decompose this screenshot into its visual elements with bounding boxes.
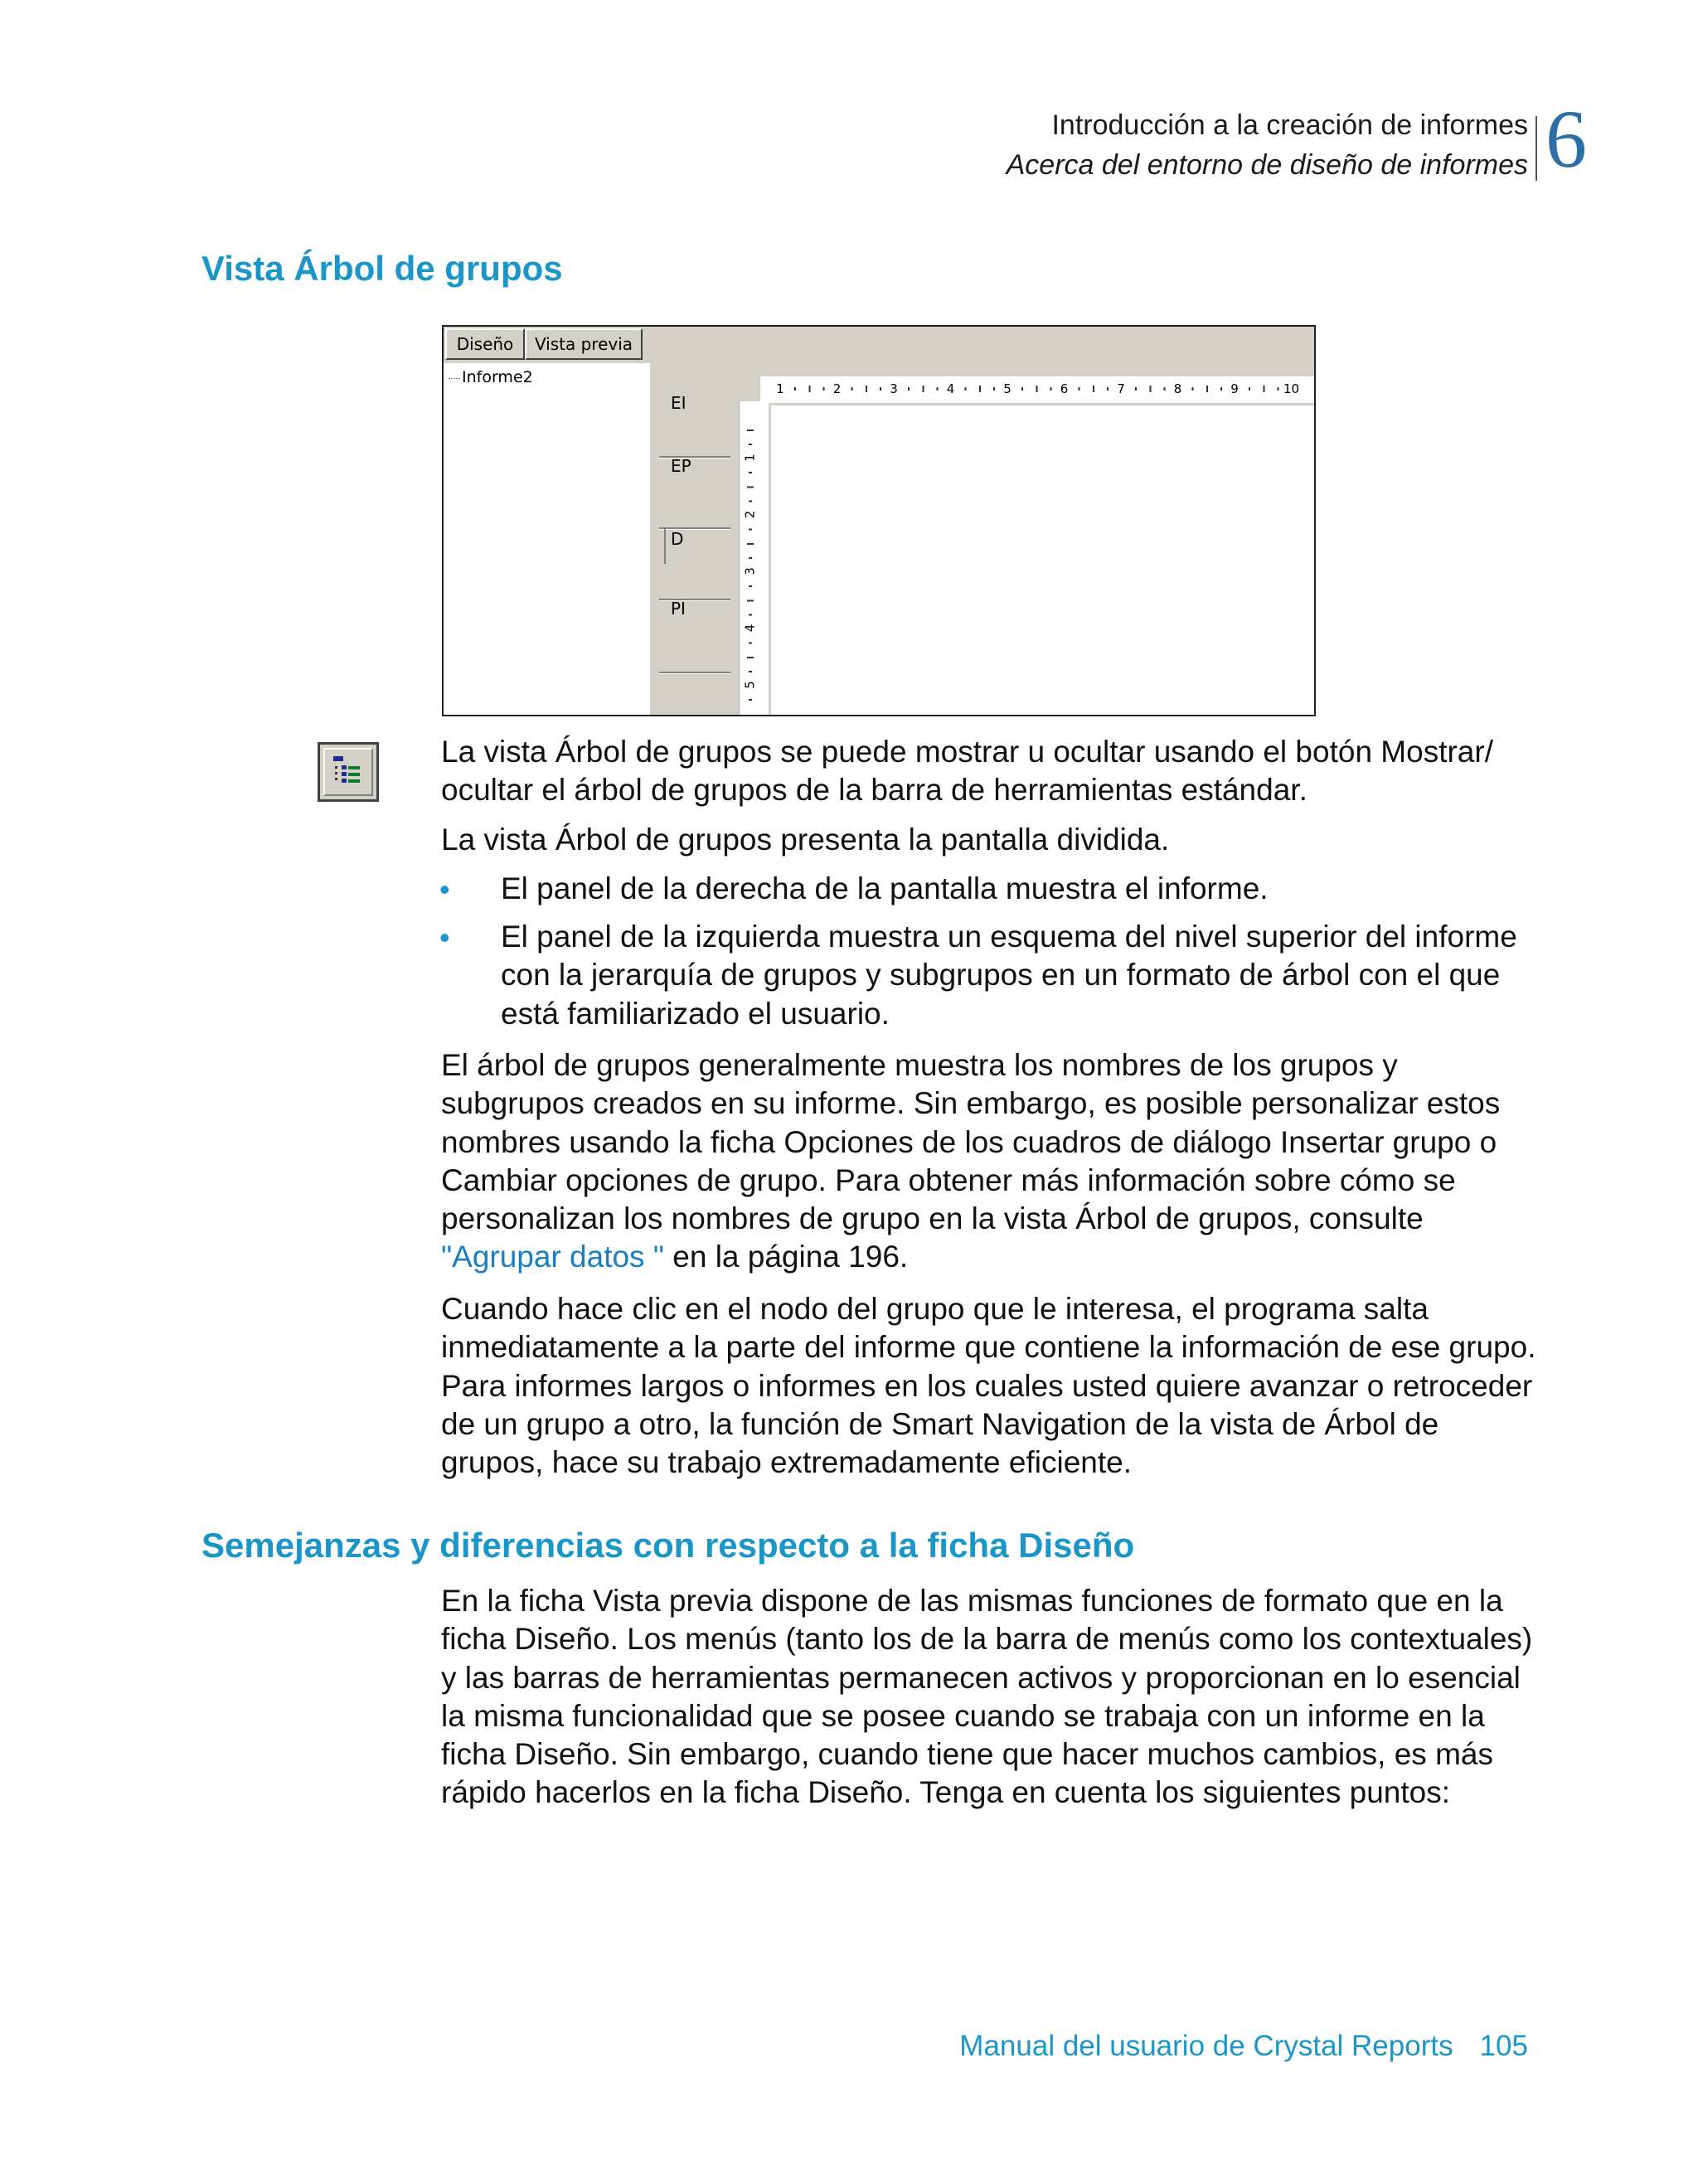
paragraph: El árbol de grupos generalmente muestra los nombres de los grupos y subgrupos creados en su informe. Sin embargo, es posible personalizar estos nombres usando la ficha Opciones de los cuadros de diálogo Insertar grupo o Cambiar opciones de grupo. Para obtener más información sobre cómo se personalizan los nombres de grupo en la vista Árbol de grupos, consulte "Agrupar datos " en la página 196. (441, 1048, 1501, 1274)
ruler-number: 7 (1117, 381, 1125, 396)
ruler-tick (749, 699, 752, 701)
ruler-tick (1093, 386, 1094, 392)
bullet-icon: • (439, 920, 450, 954)
ruler-tick (908, 387, 910, 391)
ruler-number: 1 (742, 454, 758, 462)
ruler-tick (1206, 386, 1208, 392)
ruler-tick (749, 444, 752, 445)
ruler-tick (1021, 387, 1023, 391)
vertical-ruler (739, 401, 761, 715)
ruler-tick (809, 386, 811, 392)
tree-connector (449, 378, 460, 379)
page-footer (959, 2030, 1528, 2063)
ruler-tick (880, 387, 881, 391)
section-divider (659, 456, 730, 459)
link-agrupar-datos[interactable]: "Agrupar datos " (441, 1240, 664, 1274)
ruler-tick (1150, 386, 1152, 392)
ruler-number: 3 (742, 567, 758, 575)
paragraph: Cuando hace clic en el nodo del grupo que le interesa, el programa salta inmediatamente a la parte del informe que contiene la información de ese grupo. Para informes largos o informes en los cuales usted quiere avanzar o retroceder de un grupo a otro, la función de Smart Navigation de la vista de Árbol de grupos, hace su trabajo extremadamente eficiente. (441, 1292, 1536, 1480)
bullet-icon: • (439, 872, 450, 906)
ruler-tick (749, 614, 752, 616)
vertical-ruler-ticks (740, 401, 761, 716)
running-header-section: Acerca del entorno de diseño de informes (1006, 149, 1528, 181)
ruler-tick (1264, 386, 1265, 392)
ruler-number: 3 (890, 381, 898, 396)
ruler-tick (749, 557, 752, 559)
header-divider (1535, 116, 1537, 181)
tree-node-report[interactable]: Informe2 (462, 368, 533, 386)
ruler-tick (747, 430, 754, 431)
ruler-tick (851, 387, 853, 391)
tab-bar (444, 327, 1314, 364)
group-tree-screenshot (442, 325, 1316, 716)
ruler-tick (965, 387, 967, 391)
section-bracket (664, 529, 666, 564)
ruler-tick (1192, 387, 1194, 391)
page-number: 105 (1479, 2030, 1528, 2062)
ruler-number: 1 (776, 381, 784, 396)
ruler-number: 4 (946, 381, 955, 396)
section-label[interactable]: D (671, 529, 684, 549)
list-item: El panel de la derecha de la pantalla muestra el informe. (501, 871, 1269, 905)
running-header-chapter: Introducción a la creación de informes (1051, 109, 1528, 141)
ruler-tick (1220, 387, 1222, 391)
section-label[interactable]: EI (671, 393, 686, 413)
ruler-tick (937, 387, 939, 391)
ruler-number: 9 (1230, 381, 1239, 396)
horizontal-ruler-ticks (760, 376, 1307, 400)
section-heading-similarities: Semejanzas y diferencias con respecto a la ficha Diseño (201, 1526, 1135, 1565)
ruler-tick (823, 387, 825, 391)
chapter-number: 6 (1545, 93, 1587, 185)
ruler-tick (993, 387, 995, 391)
ruler-tick (1135, 387, 1137, 391)
section-divider (659, 672, 730, 674)
ruler-tick (749, 585, 752, 587)
ruler-number: 4 (742, 624, 758, 633)
paragraph: La vista Árbol de grupos presenta la pantalla dividida. (441, 823, 1170, 857)
group-tree-toggle-icon (318, 742, 379, 802)
tree-list-icon (325, 750, 371, 794)
ruler-tick (1107, 387, 1109, 391)
ruler-number: 5 (742, 681, 758, 689)
section-divider (659, 527, 730, 530)
ruler-tick (749, 671, 752, 672)
ruler-number: 8 (1173, 381, 1182, 396)
ruler-tick (1036, 386, 1038, 392)
ruler-tick (923, 386, 924, 392)
tab-design[interactable]: Diseño (445, 328, 525, 360)
footer-title: Manual del usuario de Crystal Reports (959, 2030, 1453, 2062)
ruler-tick (749, 501, 752, 502)
ruler-number: 2 (742, 510, 758, 519)
ruler-tick (747, 600, 754, 602)
tab-preview[interactable]: Vista previa (525, 328, 643, 360)
ruler-tick (747, 657, 754, 658)
ruler-tick (1249, 387, 1250, 391)
group-tree-panel (444, 363, 651, 715)
ruler-tick (866, 386, 867, 392)
ruler-tick (749, 643, 752, 644)
ruler-tick (979, 386, 981, 392)
ruler-tick (747, 487, 754, 488)
ruler-number: 5 (1003, 381, 1012, 396)
section-heading-group-tree: Vista Árbol de grupos (201, 249, 563, 288)
report-canvas[interactable] (769, 403, 1314, 715)
ruler-number: 2 (832, 381, 842, 396)
list-item: El panel de la izquierda muestra un esquema del nivel superior del informe con la jerarquía de grupos y subgrupos en un formato de árbol con el que está familiarizado el usuario. (501, 920, 1517, 1031)
ruler-tick (747, 543, 754, 545)
ruler-tick (1050, 387, 1052, 391)
ruler-tick (1164, 387, 1166, 391)
paragraph: En la ficha Vista previa dispone de las mismas funciones de formato que en la ficha Diseño. Los menús (tanto los de la barra de menús como los contextuales) y las barras de herramientas permanecen activos y proporcionan en lo esencial la misma funcionalidad que se posee cuando se trabaja con un informe en la ficha Diseño. Sin embargo, cuando tiene que hacer muchos cambios, es más rápido hacerlos en la ficha Diseño. Tenga en cuenta los siguientes puntos: (441, 1584, 1533, 1810)
paragraph: La vista Árbol de grupos se puede mostrar u ocultar usando el botón Mostrar/ ocultar el árbol de grupos de la barra de herramientas estándar. (441, 735, 1493, 808)
ruler-number: 6 (1060, 381, 1069, 396)
horizontal-ruler (760, 363, 1314, 400)
section-label[interactable]: PI (671, 599, 686, 619)
ruler-number: 10 (1283, 381, 1300, 396)
section-divider (659, 599, 730, 601)
ruler-tick (749, 529, 752, 531)
ruler-tick (749, 472, 752, 473)
ruler-tick (1079, 387, 1080, 391)
ruler-tick (794, 387, 796, 391)
ruler-tick (1278, 387, 1279, 391)
section-label[interactable]: EP (671, 456, 691, 476)
